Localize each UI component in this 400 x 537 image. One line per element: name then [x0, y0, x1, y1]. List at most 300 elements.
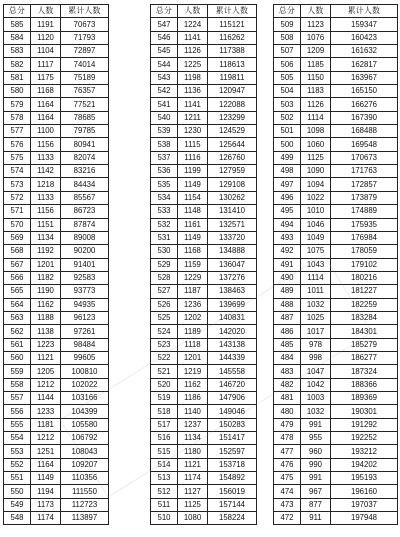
score-cell: 540 [151, 111, 178, 124]
table-row [151, 271, 257, 284]
score-cell: 529 [151, 258, 178, 271]
cumulative-cell: 133720 [208, 231, 257, 244]
cumulative-cell: 163967 [331, 71, 398, 84]
header-count: 人数 [301, 5, 331, 18]
count-cell: 1032 [301, 298, 331, 311]
score-cell: 533 [151, 205, 178, 218]
table-row [151, 445, 257, 458]
count-cell: 1042 [301, 378, 331, 391]
score-cell: 566 [4, 271, 31, 284]
count-cell: 1133 [31, 191, 61, 204]
table-row [151, 418, 257, 431]
cumulative-cell: 112723 [61, 498, 109, 511]
count-cell: 1149 [178, 178, 208, 191]
table-row [4, 432, 109, 445]
header-cumulative: 累计人数 [331, 5, 398, 18]
table-row [151, 111, 257, 124]
score-cell: 577 [4, 125, 31, 138]
score-cell: 543 [151, 71, 178, 84]
score-cell: 481 [274, 391, 301, 404]
score-cell: 551 [4, 472, 31, 485]
cumulative-cell: 98484 [61, 338, 109, 351]
cumulative-cell: 167390 [331, 111, 398, 124]
cumulative-cell: 87874 [61, 218, 109, 231]
table-row [274, 311, 398, 324]
count-cell: 1094 [301, 178, 331, 191]
cumulative-cell: 86723 [61, 205, 109, 218]
table-row [274, 418, 398, 431]
cumulative-cell: 78685 [61, 111, 109, 124]
header-count: 人数 [178, 5, 208, 18]
table-row [274, 205, 398, 218]
table-row [4, 18, 109, 31]
table-row [151, 285, 257, 298]
count-cell: 1209 [301, 45, 331, 58]
score-cell: 536 [151, 165, 178, 178]
count-cell: 1164 [31, 111, 61, 124]
count-cell: 1237 [178, 418, 208, 431]
table-row [4, 472, 109, 485]
table-row [151, 31, 257, 44]
score-cell: 583 [4, 45, 31, 58]
count-cell: 1136 [178, 85, 208, 98]
count-cell: 1236 [178, 298, 208, 311]
score-cell: 550 [4, 485, 31, 498]
table-row [4, 58, 109, 71]
count-cell: 1199 [178, 165, 208, 178]
count-cell: 955 [301, 432, 331, 445]
table-row [151, 485, 257, 498]
count-cell: 1205 [31, 365, 61, 378]
count-cell: 1219 [178, 365, 208, 378]
score-cell: 517 [151, 418, 178, 431]
table-row [151, 405, 257, 418]
score-cell: 542 [151, 85, 178, 98]
table-row [4, 338, 109, 351]
table-row [151, 178, 257, 191]
score-cell: 520 [151, 378, 178, 391]
table-row [4, 445, 109, 458]
cumulative-cell: 187324 [331, 365, 398, 378]
count-cell: 1212 [31, 432, 61, 445]
cumulative-cell: 70673 [61, 18, 109, 31]
score-cell: 480 [274, 405, 301, 418]
table-row [4, 418, 109, 431]
count-cell: 1154 [178, 191, 208, 204]
count-cell: 978 [301, 338, 331, 351]
score-cell: 483 [274, 365, 301, 378]
count-cell: 1201 [31, 258, 61, 271]
score-cell: 557 [4, 391, 31, 404]
score-cell: 513 [151, 472, 178, 485]
cumulative-cell: 144339 [208, 351, 257, 364]
score-cell: 510 [151, 512, 178, 525]
score-cell: 506 [274, 58, 301, 71]
cumulative-cell: 191292 [331, 418, 398, 431]
score-cell: 568 [4, 245, 31, 258]
cumulative-cell: 126760 [208, 151, 257, 164]
score-cell: 496 [274, 191, 301, 204]
score-cell: 504 [274, 85, 301, 98]
table-row [151, 258, 257, 271]
count-cell: 1049 [301, 231, 331, 244]
table-row [274, 512, 398, 525]
table-row [274, 325, 398, 338]
count-cell: 990 [301, 458, 331, 471]
table-row [151, 205, 257, 218]
cumulative-cell: 84434 [61, 178, 109, 191]
cumulative-cell: 184301 [331, 325, 398, 338]
cumulative-cell: 80941 [61, 138, 109, 151]
score-cell: 563 [4, 311, 31, 324]
table-row [274, 138, 398, 151]
cumulative-cell: 185279 [331, 338, 398, 351]
score-cell: 545 [151, 45, 178, 58]
count-cell: 1173 [31, 498, 61, 511]
score-cell: 579 [4, 98, 31, 111]
cumulative-cell: 96123 [61, 311, 109, 324]
table-row [274, 31, 398, 44]
table-row [274, 285, 398, 298]
score-cell: 564 [4, 298, 31, 311]
score-cell: 502 [274, 111, 301, 124]
cumulative-cell: 89008 [61, 231, 109, 244]
table-row [4, 85, 109, 98]
table-row [4, 245, 109, 258]
table-row [274, 365, 398, 378]
score-cell: 507 [274, 45, 301, 58]
table-row [4, 71, 109, 84]
cumulative-cell: 151417 [208, 432, 257, 445]
cumulative-cell: 146720 [208, 378, 257, 391]
score-cell: 584 [4, 31, 31, 44]
score-cell: 489 [274, 285, 301, 298]
count-cell: 1212 [31, 378, 61, 391]
count-cell: 1198 [178, 71, 208, 84]
cumulative-cell: 162817 [331, 58, 398, 71]
table-row [274, 178, 398, 191]
cumulative-cell: 83216 [61, 165, 109, 178]
cumulative-cell: 190301 [331, 405, 398, 418]
cumulative-cell: 103166 [61, 391, 109, 404]
cumulative-cell: 118613 [208, 58, 257, 71]
count-cell: 1115 [178, 138, 208, 151]
score-cell: 581 [4, 71, 31, 84]
count-cell: 1225 [178, 58, 208, 71]
score-cell: 548 [4, 512, 31, 525]
score-cell: 500 [274, 138, 301, 151]
table-row [4, 298, 109, 311]
score-cell: 572 [4, 191, 31, 204]
table-row [151, 498, 257, 511]
table-row [151, 391, 257, 404]
cumulative-cell: 137276 [208, 271, 257, 284]
count-cell: 1120 [31, 31, 61, 44]
score-cell: 490 [274, 271, 301, 284]
cumulative-cell: 159347 [331, 18, 398, 31]
score-cell: 524 [151, 325, 178, 338]
count-cell: 1003 [301, 391, 331, 404]
table-row [4, 151, 109, 164]
cumulative-cell: 122088 [208, 98, 257, 111]
count-cell: 1047 [301, 365, 331, 378]
table-row [151, 325, 257, 338]
count-cell: 1114 [301, 111, 331, 124]
count-cell: 1134 [178, 432, 208, 445]
count-cell: 1011 [301, 285, 331, 298]
score-cell: 580 [4, 85, 31, 98]
cumulative-cell: 178059 [331, 245, 398, 258]
table-row [274, 58, 398, 71]
cumulative-cell: 102022 [61, 378, 109, 391]
cumulative-cell: 97261 [61, 325, 109, 338]
table-row [151, 472, 257, 485]
cumulative-cell: 127959 [208, 165, 257, 178]
table-row [274, 338, 398, 351]
count-cell: 1125 [301, 151, 331, 164]
count-cell: 1188 [31, 311, 61, 324]
count-cell: 1182 [31, 271, 61, 284]
cumulative-cell: 119811 [208, 71, 257, 84]
cumulative-cell: 165150 [331, 85, 398, 98]
score-cell: 479 [274, 418, 301, 431]
table-row [151, 311, 257, 324]
count-cell: 1010 [301, 205, 331, 218]
table-row [274, 378, 398, 391]
table-row [4, 45, 109, 58]
table-row [4, 111, 109, 124]
score-cell: 578 [4, 111, 31, 124]
cumulative-cell: 79785 [61, 125, 109, 138]
cumulative-cell: 134888 [208, 245, 257, 258]
count-cell: 1230 [178, 125, 208, 138]
cumulative-cell: 166276 [331, 98, 398, 111]
table-row [274, 432, 398, 445]
cumulative-cell: 99605 [61, 351, 109, 364]
count-cell: 1075 [301, 245, 331, 258]
header-cumulative: 累计人数 [61, 5, 109, 18]
count-cell: 1224 [178, 18, 208, 31]
cumulative-cell: 188366 [331, 378, 398, 391]
count-cell: 991 [301, 472, 331, 485]
count-cell: 1223 [31, 338, 61, 351]
cumulative-cell: 186277 [331, 351, 398, 364]
table-row [151, 338, 257, 351]
score-cell: 534 [151, 191, 178, 204]
score-cell: 494 [274, 218, 301, 231]
count-cell: 1114 [301, 271, 331, 284]
table-row [151, 191, 257, 204]
score-cell: 518 [151, 405, 178, 418]
cumulative-cell: 195193 [331, 472, 398, 485]
cumulative-cell: 100810 [61, 365, 109, 378]
count-cell: 1098 [301, 125, 331, 138]
count-cell: 1218 [31, 178, 61, 191]
table-row [4, 205, 109, 218]
cumulative-cell: 168488 [331, 125, 398, 138]
cumulative-cell: 193212 [331, 445, 398, 458]
count-cell: 1168 [31, 85, 61, 98]
count-cell: 991 [301, 418, 331, 431]
score-cell: 492 [274, 245, 301, 258]
cumulative-cell: 172857 [331, 178, 398, 191]
score-cell: 523 [151, 338, 178, 351]
cumulative-cell: 74014 [61, 58, 109, 71]
count-cell: 1183 [301, 85, 331, 98]
count-cell: 1133 [31, 151, 61, 164]
cumulative-cell: 158224 [208, 512, 257, 525]
score-cell: 570 [4, 218, 31, 231]
score-cell: 516 [151, 432, 178, 445]
table-row [151, 218, 257, 231]
count-cell: 1127 [178, 485, 208, 498]
table-row [274, 191, 398, 204]
count-cell: 1121 [178, 458, 208, 471]
cumulative-cell: 94935 [61, 298, 109, 311]
score-cell: 514 [151, 458, 178, 471]
count-cell: 1164 [31, 458, 61, 471]
table-row [151, 512, 257, 525]
table-row [4, 405, 109, 418]
count-cell: 1194 [31, 485, 61, 498]
table-row [4, 285, 109, 298]
cumulative-cell: 145558 [208, 365, 257, 378]
table-row [274, 165, 398, 178]
table-row [4, 325, 109, 338]
table-row [151, 125, 257, 138]
table-row [4, 365, 109, 378]
cumulative-cell: 136047 [208, 258, 257, 271]
score-cell: 582 [4, 58, 31, 71]
table-row [151, 298, 257, 311]
table-row [274, 472, 398, 485]
score-cell: 553 [4, 445, 31, 458]
count-cell: 1185 [301, 58, 331, 71]
score-cell: 527 [151, 285, 178, 298]
table-row [274, 231, 398, 244]
score-cell: 530 [151, 245, 178, 258]
cumulative-cell: 181227 [331, 285, 398, 298]
table-row [274, 111, 398, 124]
score-cell: 576 [4, 138, 31, 151]
count-cell: 1151 [31, 218, 61, 231]
score-cell: 574 [4, 165, 31, 178]
count-cell: 960 [301, 445, 331, 458]
score-cell: 535 [151, 178, 178, 191]
score-cell: 505 [274, 71, 301, 84]
count-cell: 1148 [178, 205, 208, 218]
table-row [274, 18, 398, 31]
cumulative-cell: 152597 [208, 445, 257, 458]
count-cell: 1187 [178, 285, 208, 298]
cumulative-cell: 174889 [331, 205, 398, 218]
cumulative-cell: 197037 [331, 498, 398, 511]
score-cell: 522 [151, 351, 178, 364]
table-row [4, 512, 109, 525]
score-cell: 509 [274, 18, 301, 31]
score-cell: 555 [4, 418, 31, 431]
table-row [274, 245, 398, 258]
cumulative-cell: 150283 [208, 418, 257, 431]
score-cell: 585 [4, 18, 31, 31]
count-cell: 1022 [301, 191, 331, 204]
count-cell: 1189 [178, 325, 208, 338]
cumulative-cell: 92583 [61, 271, 109, 284]
cumulative-cell: 104399 [61, 405, 109, 418]
count-cell: 1192 [31, 245, 61, 258]
table-row [274, 45, 398, 58]
count-cell: 1168 [178, 245, 208, 258]
table-row [274, 485, 398, 498]
count-cell: 1211 [178, 111, 208, 124]
table-row [4, 218, 109, 231]
score-cell: 477 [274, 445, 301, 458]
table-row [274, 445, 398, 458]
score-cell: 501 [274, 125, 301, 138]
cumulative-cell: 189369 [331, 391, 398, 404]
score-cell: 554 [4, 432, 31, 445]
table-row [4, 498, 109, 511]
count-cell: 1161 [178, 218, 208, 231]
table-header-row [274, 5, 398, 18]
count-cell: 1190 [31, 285, 61, 298]
cumulative-cell: 192252 [331, 432, 398, 445]
cumulative-cell: 85567 [61, 191, 109, 204]
count-cell: 1201 [178, 351, 208, 364]
count-cell: 1025 [301, 311, 331, 324]
score-cell: 499 [274, 151, 301, 164]
table-row [274, 351, 398, 364]
cumulative-cell: 82074 [61, 151, 109, 164]
cumulative-cell: 183284 [331, 311, 398, 324]
header-total-score: 总分 [274, 5, 301, 18]
score-cell: 544 [151, 58, 178, 71]
cumulative-cell: 175935 [331, 218, 398, 231]
cumulative-cell: 105580 [61, 418, 109, 431]
table-row [151, 138, 257, 151]
score-cell: 575 [4, 151, 31, 164]
score-cell: 556 [4, 405, 31, 418]
table-row [4, 98, 109, 111]
table-row [151, 18, 257, 31]
cumulative-cell: 130262 [208, 191, 257, 204]
cumulative-cell: 197948 [331, 512, 398, 525]
cumulative-cell: 157144 [208, 498, 257, 511]
cumulative-cell: 149046 [208, 405, 257, 418]
score-table-3 [273, 4, 398, 525]
count-cell: 1150 [301, 71, 331, 84]
count-cell: 1123 [301, 18, 331, 31]
cumulative-cell: 176984 [331, 231, 398, 244]
table-row [274, 271, 398, 284]
count-cell: 1100 [31, 125, 61, 138]
count-cell: 1159 [178, 258, 208, 271]
cumulative-cell: 138463 [208, 285, 257, 298]
count-cell: 1142 [31, 165, 61, 178]
score-cell: 538 [151, 138, 178, 151]
cumulative-cell: 143138 [208, 338, 257, 351]
cumulative-cell: 109207 [61, 458, 109, 471]
count-cell: 1162 [31, 298, 61, 311]
score-cell: 558 [4, 378, 31, 391]
score-cell: 495 [274, 205, 301, 218]
count-cell: 1104 [31, 45, 61, 58]
count-cell: 1043 [301, 258, 331, 271]
score-cell: 561 [4, 338, 31, 351]
cumulative-cell: 139699 [208, 298, 257, 311]
cumulative-cell: 108043 [61, 445, 109, 458]
table-row [274, 498, 398, 511]
